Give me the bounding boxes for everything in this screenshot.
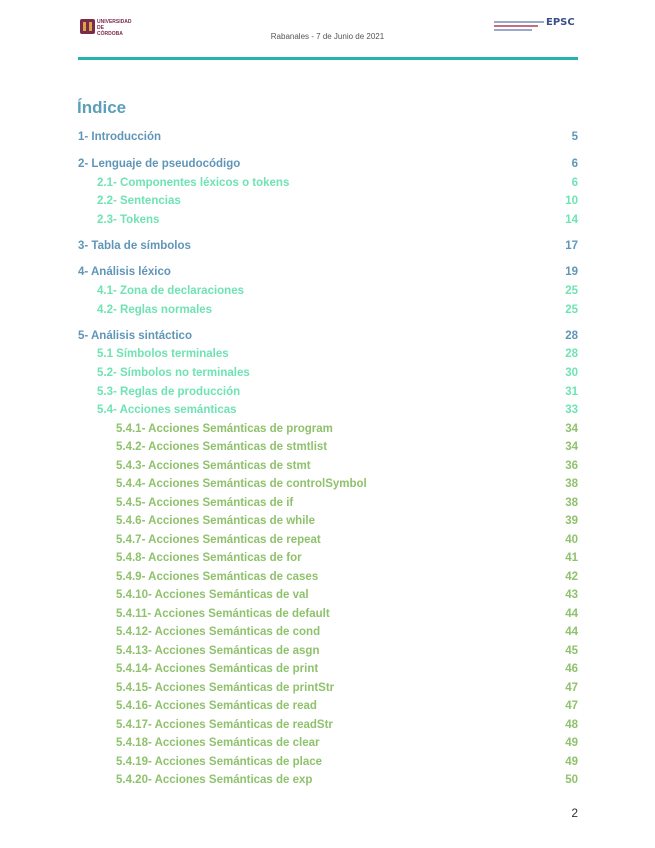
toc-entry-page: 49 — [565, 756, 578, 768]
toc-entry-page: 34 — [565, 441, 578, 453]
toc-entry-page: 28 — [565, 330, 578, 342]
toc-entry-page: 33 — [565, 404, 578, 416]
toc-entry-label: 5.4.7- Acciones Semánticas de repeat — [116, 534, 321, 546]
toc-entry-page: 41 — [565, 552, 578, 564]
epsc-logo-text: EPSC — [546, 17, 575, 28]
toc-entry-page: 6 — [571, 158, 578, 170]
toc-entry[interactable] — [97, 348, 578, 362]
toc-entry[interactable] — [116, 608, 578, 622]
header-divider — [78, 57, 578, 60]
toc-entry-label: 5.4.12- Acciones Semánticas de cond — [116, 626, 321, 638]
toc-entry-label: 5.4.19- Acciones Semánticas de place — [116, 756, 323, 768]
toc-entry[interactable] — [116, 571, 578, 585]
toc-entry-label: 2.1- Componentes léxicos o tokens — [97, 177, 290, 189]
toc-entry-label: 3- Tabla de símbolos — [78, 240, 191, 252]
toc-entry-label: 5.4.10- Acciones Semánticas de val — [116, 589, 309, 601]
toc-entry[interactable] — [116, 497, 578, 511]
toc-entry[interactable] — [97, 304, 578, 318]
toc-entry-page: 44 — [565, 626, 578, 638]
toc-entry-page: 50 — [565, 774, 578, 786]
toc-entry-label: 5.4.2- Acciones Semánticas de stmtlist — [116, 441, 328, 453]
toc-entry[interactable] — [116, 460, 578, 474]
toc-entry-label: 5.4- Acciones semánticas — [97, 404, 237, 416]
toc-entry-label: 2.3- Tokens — [97, 214, 160, 226]
toc-entry[interactable] — [97, 386, 578, 400]
toc-entry[interactable] — [116, 756, 578, 770]
toc-entry[interactable] — [116, 423, 578, 437]
toc-entry[interactable] — [97, 404, 578, 418]
toc-entry-page: 36 — [565, 460, 578, 472]
toc-entry-label: 2.2- Sentencias — [97, 195, 181, 207]
toc-entry-label: 5.4.3- Acciones Semánticas de stmt — [116, 460, 311, 472]
toc-entry-label: 5.4.13- Acciones Semánticas de asgn — [116, 645, 320, 657]
toc-entry[interactable] — [78, 266, 578, 280]
toc-entry-page: 28 — [565, 348, 578, 360]
toc-entry-page: 30 — [565, 367, 578, 379]
toc-entry[interactable] — [78, 131, 578, 145]
toc-entry-label: 5.4.9- Acciones Semánticas de cases — [116, 571, 319, 583]
toc-entry[interactable] — [78, 240, 578, 254]
page-header — [0, 0, 655, 62]
toc-entry-page: 44 — [565, 608, 578, 620]
toc-entry-label: 5.4.18- Acciones Semánticas de clear — [116, 737, 320, 749]
toc-title: Índice — [77, 98, 127, 117]
header-date: Rabanales - 7 de Junio de 2021 — [270, 32, 385, 41]
toc-entry-label: 4- Análisis léxico — [78, 266, 171, 278]
epsc-logo-lines — [494, 21, 544, 33]
toc-entry-label: 5.4.4- Acciones Semánticas de controlSymbol — [116, 478, 367, 490]
toc-entry-label: 5.4.1- Acciones Semánticas de program — [116, 423, 333, 435]
toc-entry-label: 5.4.20- Acciones Semánticas de exp — [116, 774, 313, 786]
toc-entry-page: 40 — [565, 534, 578, 546]
toc-entry-page: 46 — [565, 663, 578, 675]
toc-entry[interactable] — [97, 177, 578, 191]
toc-entry[interactable] — [116, 719, 578, 733]
toc-entry-page: 14 — [565, 214, 578, 226]
toc-entry[interactable] — [78, 330, 578, 344]
toc-entry-page: 42 — [565, 571, 578, 583]
toc-entry[interactable] — [116, 589, 578, 603]
toc-entry[interactable] — [97, 195, 578, 209]
toc-entry-label: 5.4.8- Acciones Semánticas de for — [116, 552, 302, 564]
toc-entry-page: 38 — [565, 478, 578, 490]
toc-entry[interactable] — [116, 552, 578, 566]
toc-entry-page: 5 — [571, 131, 578, 143]
toc-entry-label: 5.4.11- Acciones Semánticas de default — [116, 608, 330, 620]
toc-entry-page: 25 — [565, 285, 578, 297]
toc-entry[interactable] — [116, 774, 578, 788]
toc-entry-page: 31 — [565, 386, 578, 398]
university-logo-text: UNIVERSIDAD DE CÓRDOBA — [97, 19, 132, 37]
page-number: 2 — [571, 806, 578, 820]
toc-entry-page: 49 — [565, 737, 578, 749]
toc-entry-page: 10 — [565, 195, 578, 207]
toc-entry[interactable] — [97, 214, 578, 228]
toc-entry-label: 5.4.17- Acciones Semánticas de readStr — [116, 719, 333, 731]
epsc-logo — [494, 17, 575, 40]
toc-entry-page: 38 — [565, 497, 578, 509]
toc-entry[interactable] — [78, 158, 578, 172]
toc-entry-label: 5.3- Reglas de producción — [97, 386, 241, 398]
toc-entry[interactable] — [97, 367, 578, 381]
toc-entry-label: 5.4.6- Acciones Semánticas de while — [116, 515, 315, 527]
toc-entry-label: 5.1 Símbolos terminales — [97, 348, 229, 360]
toc-entry-page: 19 — [565, 266, 578, 278]
toc-entry-page: 39 — [565, 515, 578, 527]
toc-entry[interactable] — [97, 285, 578, 299]
toc-entry[interactable] — [116, 645, 578, 659]
toc-entry[interactable] — [116, 534, 578, 548]
toc-entry[interactable] — [116, 441, 578, 455]
toc-entry-label: 1- Introducción — [78, 131, 162, 143]
toc-entry-page: 48 — [565, 719, 578, 731]
toc-entry-page: 17 — [565, 240, 578, 252]
toc-entry[interactable] — [116, 700, 578, 714]
toc-entry-label: 5.4.5- Acciones Semánticas de if — [116, 497, 294, 509]
toc-entry-page: 45 — [565, 645, 578, 657]
toc-entry-label: 5.4.14- Acciones Semánticas de print — [116, 663, 319, 675]
toc-entry[interactable] — [116, 478, 578, 492]
toc-entry-label: 5- Análisis sintáctico — [78, 330, 192, 342]
toc-entry-label: 5.2- Símbolos no terminales — [97, 367, 250, 379]
toc-entry-label: 5.4.16- Acciones Semánticas de read — [116, 700, 317, 712]
toc-entry[interactable] — [116, 515, 578, 529]
toc-entry-page: 43 — [565, 589, 578, 601]
toc-entry-page: 6 — [571, 177, 578, 189]
toc-entry[interactable] — [116, 626, 578, 640]
toc-entry-label: 4.2- Reglas normales — [97, 304, 213, 316]
toc-entry-page: 47 — [565, 700, 578, 712]
toc-entry-page: 25 — [565, 304, 578, 316]
toc-entry-page: 47 — [565, 682, 578, 694]
toc-entry-label: 4.1- Zona de declaraciones — [97, 285, 245, 297]
toc-entry-label: 5.4.15- Acciones Semánticas de printStr — [116, 682, 335, 694]
toc-entry-label: 2- Lenguaje de pseudocódigo — [78, 158, 241, 170]
toc-entry[interactable] — [116, 737, 578, 751]
toc-entry-page: 34 — [565, 423, 578, 435]
toc-entry[interactable] — [116, 682, 578, 696]
toc-entry[interactable] — [116, 663, 578, 677]
